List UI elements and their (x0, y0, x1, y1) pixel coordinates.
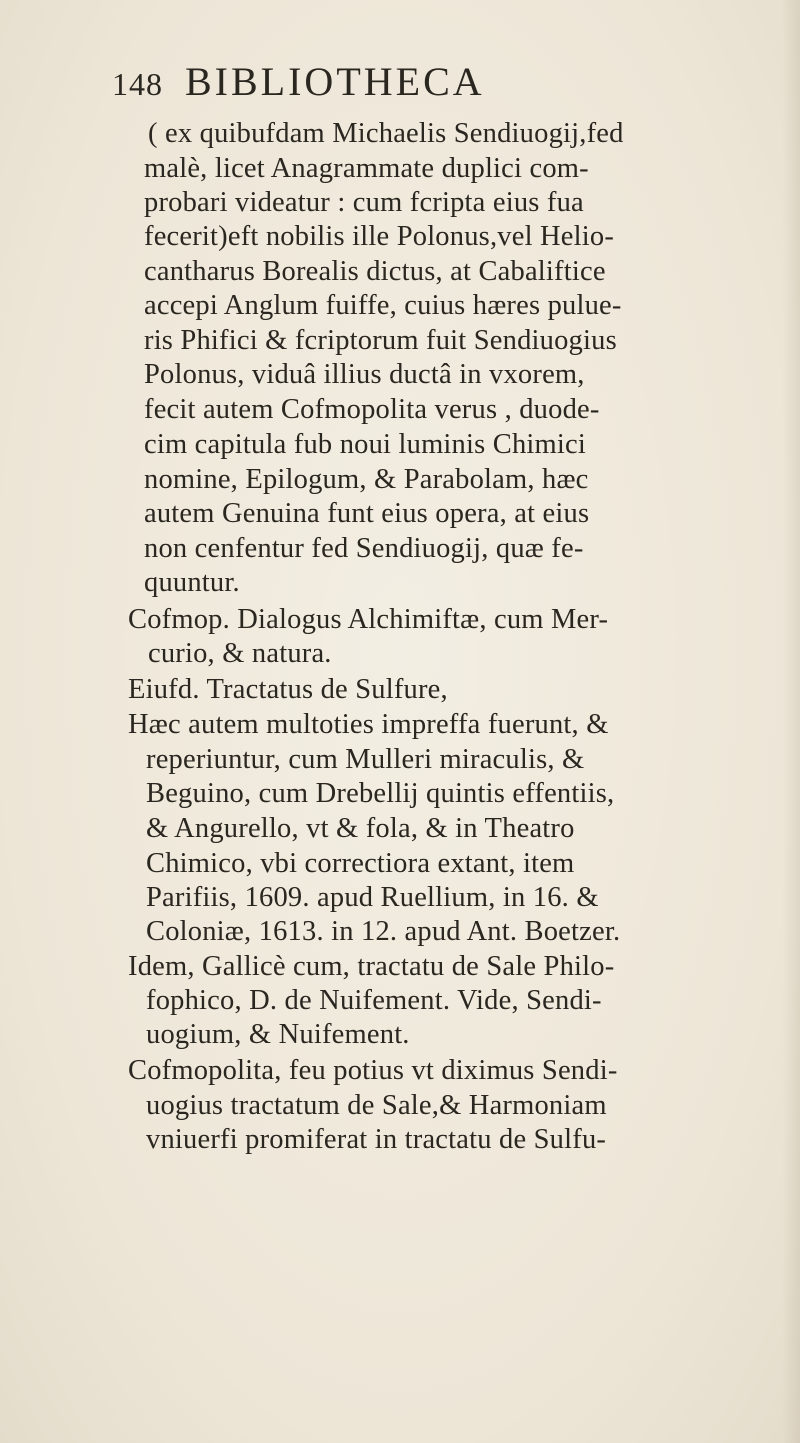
text-line: Idem, Gallicè cum, tractatu de Sale Philo- (128, 951, 615, 982)
page-number: 148 (112, 66, 163, 102)
text-line: & Angurello, vt & fola, & in Theatro (146, 813, 575, 844)
text-line: cantharus Borealis dictus, at Cabaliftice (144, 256, 606, 287)
text-line: nomine, Epilogum, & Parabolam, hæc (144, 464, 589, 495)
text-line: uogium, & Nuifement. (146, 1019, 410, 1050)
text-line: Beguino, cum Drebellij quintis effentiis, (146, 778, 615, 809)
text-line: accepi Anglum fuiffe, cuius hæres pulue- (144, 290, 622, 321)
text-line: probari videatur : cum fcripta eius fua (144, 187, 584, 218)
text-line: ris Phifici & fcriptorum fuit Sendiuogius (144, 325, 617, 356)
text-line: fophico, D. de Nuifement. Vide, Sendi- (146, 985, 602, 1016)
running-head: BIBLIOTHECA (185, 59, 485, 104)
text-line: malè, licet Anagrammate duplici com- (144, 153, 589, 184)
text-line: quuntur. (144, 567, 240, 598)
text-line: Hæc autem multoties impreffa fuerunt, & (128, 709, 609, 740)
text-line: cim capitula fub noui luminis Chimici (144, 429, 586, 460)
text-line: Eiufd. Tractatus de Sulfure, (128, 674, 448, 705)
text-line: Polonus, viduâ illius ductâ in vxorem, (144, 359, 585, 390)
text-line: curio, & natura. (148, 638, 332, 669)
text-line: Parifiis, 1609. apud Ruellium, in 16. & (146, 882, 599, 913)
text-line: Coloniæ, 1613. in 12. apud Ant. Boetzer. (146, 916, 621, 947)
text-line: Chimico, vbi correctiora extant, item (146, 848, 575, 879)
text-line: fecit autem Cofmopolita verus , duode- (144, 394, 600, 425)
text-line: non cenfentur fed Sendiuogij, quæ fe- (144, 533, 584, 564)
text-line: reperiuntur, cum Mulleri miraculis, & (146, 744, 585, 775)
text-line: autem Genuina funt eius opera, at eius (144, 498, 590, 529)
page-header (112, 58, 485, 108)
text-line: vniuerfi promiferat in tractatu de Sulfu- (146, 1124, 607, 1155)
text-line: fecerit)eft nobilis ille Polonus,vel Helio- (144, 221, 615, 252)
text-line: Cofmopolita, feu potius vt diximus Sendi- (128, 1055, 618, 1086)
text-line: uogius tractatum de Sale,& Harmoniam (146, 1090, 607, 1121)
page-edge-shadow (782, 0, 800, 1443)
text-line: Cofmop. Dialogus Alchimiftæ, cum Mer- (128, 604, 609, 635)
text-line: ( ex quibufdam Michaelis Sendiuogij,fed (148, 118, 624, 149)
